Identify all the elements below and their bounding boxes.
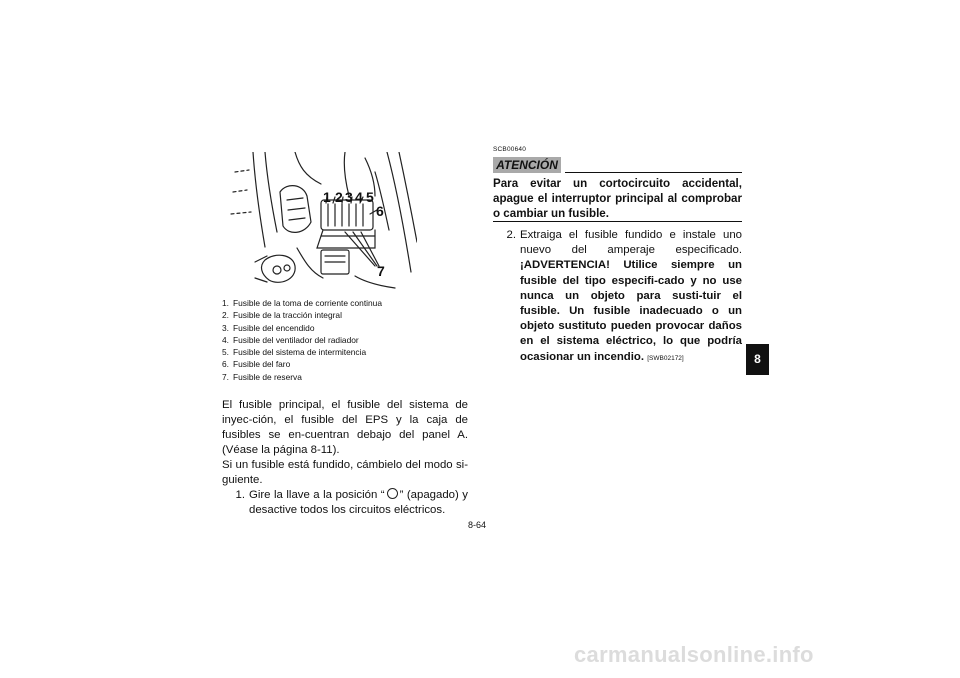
fuse-replace-intro: Si un fusible está fundido, cámbielo del modo si-guiente. [222, 459, 468, 486]
warning-code: [SWB02172] [647, 354, 684, 362]
legend-item: 2. Fusible de la tracción integral [222, 310, 342, 321]
warning-label: ¡ADVERTENCIA! [520, 259, 610, 272]
chapter-tab: 8 [746, 344, 769, 375]
key-off-icon [387, 488, 398, 499]
caution-bottom-rule [493, 221, 742, 222]
callout-4: 4 [355, 189, 363, 205]
page-number: 8-64 [468, 520, 487, 530]
legend-item: 4. Fusible del ventilador del radiador [222, 334, 359, 345]
legend-item: 3. Fusible del encendido [222, 322, 315, 333]
caution-badge: ATENCIÓN [493, 157, 561, 173]
legend-item: 7. Fusible de reserva [222, 371, 302, 382]
callout-1: 1 [323, 189, 331, 205]
figure-legend [222, 297, 472, 383]
callout-2: 2 [335, 189, 343, 205]
fuse-location-paragraph: El fusible principal, el fusible del sistema de inyec-ción, el fusible del EPS y la caja de fusibles se en-cuentran debajo del panel A. (Véase la página 8-11). [222, 399, 468, 456]
left-body-text [222, 398, 468, 518]
warning-text: Utilice siempre un fusible del tipo especifi-cado y no use nunca un objeto para susti-tuir el fusible. Un fusible inadecuado o un objeto sustituto pueden provocar daños en el sistema eléctrico, lo que podría ocasionar un incendio. [520, 259, 742, 363]
callout-7: 7 [377, 263, 385, 279]
callout-5: 5 [366, 189, 374, 205]
step-1 [222, 488, 468, 518]
legend-item: 5. Fusible del sistema de intermitencia [222, 347, 367, 358]
step-2-number: 2. [506, 229, 516, 241]
watermark: carmanualsonline.info [574, 642, 814, 667]
callout-6: 6 [376, 203, 384, 219]
caution-text: Para evitar un cortocircuito accidental, apague el interruptor principal al comprobar o cambiar un fusible. [493, 177, 742, 221]
step-2 [493, 228, 742, 366]
step-2-text: Extraiga el fusible fundido e instale uno nuevo del amperaje especificado. ¡ADVERTENCIA! Utilice siempre un fusible del tipo especifi-cado y no use nunca un objeto para susti-tuir el fusible. Un fusible inadecuado o un objeto sustituto pueden provocar daños en el sistema eléctrico, lo que podría ocasionar un incendio. [SWB02172] [520, 229, 742, 363]
callout-3: 3 [345, 189, 353, 205]
caution-rule [565, 172, 742, 173]
fuse-box-illustration [225, 152, 417, 292]
legend-item: 1. Fusible de la toma de corriente continua [222, 298, 382, 308]
legend-item: 6. Fusible del faro [222, 359, 291, 370]
step-1-text: Gire la llave a la posición “ ” (apagado) y desactive todos los circuitos eléctricos. [249, 489, 468, 516]
step-1-number: 1. [235, 489, 245, 501]
fuse-box-drawing [225, 152, 417, 292]
caution-header [493, 157, 742, 175]
right-body-text [493, 228, 742, 366]
caution-code: SCB00640 [493, 146, 527, 153]
